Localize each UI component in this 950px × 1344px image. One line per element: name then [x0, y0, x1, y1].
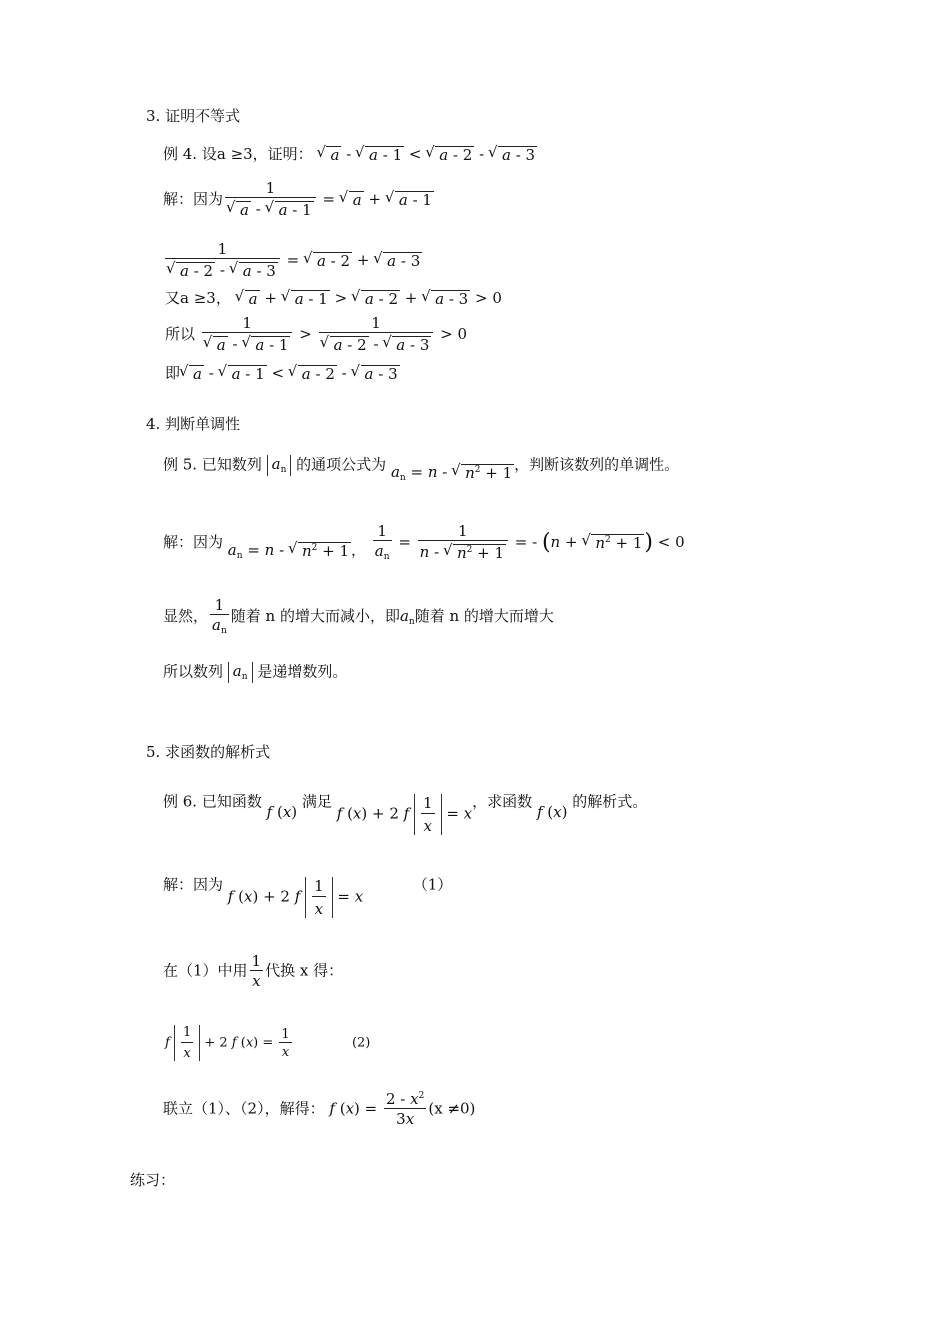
so-tail: 是递增数列。 [257, 662, 348, 681]
example-6-tail: 的解析式。 [572, 792, 648, 811]
fraction: 1 √ a - 2 - √ a - 3 [165, 242, 280, 280]
section-5-heading: 5. 求函数的解析式 [146, 743, 271, 761]
example-5-solution: 解：因为 $a_n = n$ - √ $n^2 + 1$ ， $\frac{1}{a_n}$ = $\frac{1}{n - √ n^2 + 1}$ = - (n + √ $n^2 + 1) < 0$ [163, 524, 685, 562]
general-term: $a_n = n$ - √ $n^2 + 1$ [391, 464, 514, 483]
equation-2-tag: (2) [351, 1035, 371, 1051]
solution-lead: 解：因为 [163, 875, 224, 894]
again-lead: 又 [165, 289, 181, 308]
example-4-solution-step-3: 又a ≥3， √ a + √ a - 1 > √ a - 2 + √ a - 3 > 0 [165, 290, 502, 308]
sequence-braces: $a_n$ [267, 455, 292, 476]
example-4-title: 例 4. 设 [163, 145, 217, 164]
example-4-solution-step-2: 1 √ a - 2 - √ a - 3 = √ a - 2 + √ a - 3 [163, 242, 422, 280]
example-6-mid2: ，求函数 [472, 792, 533, 811]
again-condition: a ≥3， [180, 289, 231, 308]
fraction: $\frac{1}{n - √ n^2 + 1}$ [418, 524, 508, 562]
example-5-tail: ，判断该数列的单调性。 [514, 455, 680, 474]
example-4-solution-step-1: 解：因为 1 √ a - √ a - 1 = √ a + √ a - 1 [163, 181, 434, 219]
example-6-statement: 例 6. 已知函数 f (x) 满足 f (x) + 2 f $\frac{1}{x}$ = x，求函数 f (x) 的解析式。 [163, 792, 648, 835]
example-4-condition: a ≥3，证明： [216, 145, 313, 164]
obvious-tail: 随着 n 的增大而增大 [414, 607, 554, 625]
example-5-title: 例 5. 已知数列 [163, 455, 262, 474]
fraction: 1 √ a - 2 - √ a - 3 [319, 316, 434, 354]
substitution-tail: 代换 x 得： [265, 961, 344, 980]
result-condition: (x ≠0) [428, 1099, 476, 1118]
solution-lead: 解：因为 [163, 533, 224, 552]
example-6-substitution [163, 954, 343, 989]
fraction: 1 √ a - √ a - 1 [202, 316, 293, 354]
example-5-obvious: 显然， $\frac{1}{a_n}$ 随着 n 的增大而减小，即$a_n$随着 n 的增大而增大 [163, 596, 554, 636]
fraction: 1 √ a - √ a - 1 [225, 181, 316, 219]
equation-1-tag: （1） [412, 875, 453, 894]
example-5-conclusion [163, 662, 347, 683]
practice-label: 练习： [130, 1171, 176, 1189]
obvious-lead: 显然， [163, 607, 209, 625]
solution-lead: 解：因为 [163, 190, 224, 209]
ie-lead: 即 [165, 364, 181, 383]
section-3-heading: 3. 证明不等式 [146, 107, 241, 125]
example-4-inequality: √ a - √ a - 1 < √ a - 2 - √ a - 3 [317, 145, 537, 163]
example-5-mid: 的通项公式为 [296, 455, 387, 474]
combine-lead: 联立（1）、（2），解得： [163, 1099, 325, 1118]
fraction: $\frac{1}{a_n}$ [374, 522, 390, 563]
sequence-braces: $a_n$ [228, 662, 253, 683]
example-6-title: 例 6. 已知函数 [163, 792, 262, 811]
fraction: $\frac{1}{x}$ [251, 952, 262, 990]
obvious-mid: 随着 n 的增大而减小，即 [230, 607, 400, 625]
fraction: $\frac{2 - x^2}{3x}$ [386, 1090, 425, 1128]
example-6-result: 联立（1）、（2），解得： f (x) = $\frac{2 - x^2}{3x}$ (x ≠0) [163, 1090, 476, 1128]
example-4-statement [163, 146, 537, 164]
so-lead: 所以 [165, 325, 196, 344]
example-4-conclusion: 即√ a - √ a - 1 < √ a - 2 - √ a - 3 [165, 365, 400, 383]
section-4-heading: 4. 判断单调性 [146, 415, 241, 433]
so-lead: 所以数列 [163, 662, 224, 681]
substitution-lead: 在（1）中用 [163, 961, 248, 980]
example-5-statement [163, 455, 679, 483]
example-6-mid1: 满足 [301, 792, 332, 811]
fraction: $\frac{1}{a_n}$ [212, 596, 227, 636]
example-6-solution: 解：因为 f (x) + 2 f $\frac{1}{x}$ = x （1） [163, 875, 453, 918]
example-6-equation-2: f $\frac{1}{x}$ + 2 f (x) = $\frac{1}{x}$ (2) [165, 1025, 371, 1061]
example-4-solution-step-4: 所以 1 √ a - √ a - 1 > 1 √ a - 2 - √ a - 3 > 0 [165, 316, 467, 354]
